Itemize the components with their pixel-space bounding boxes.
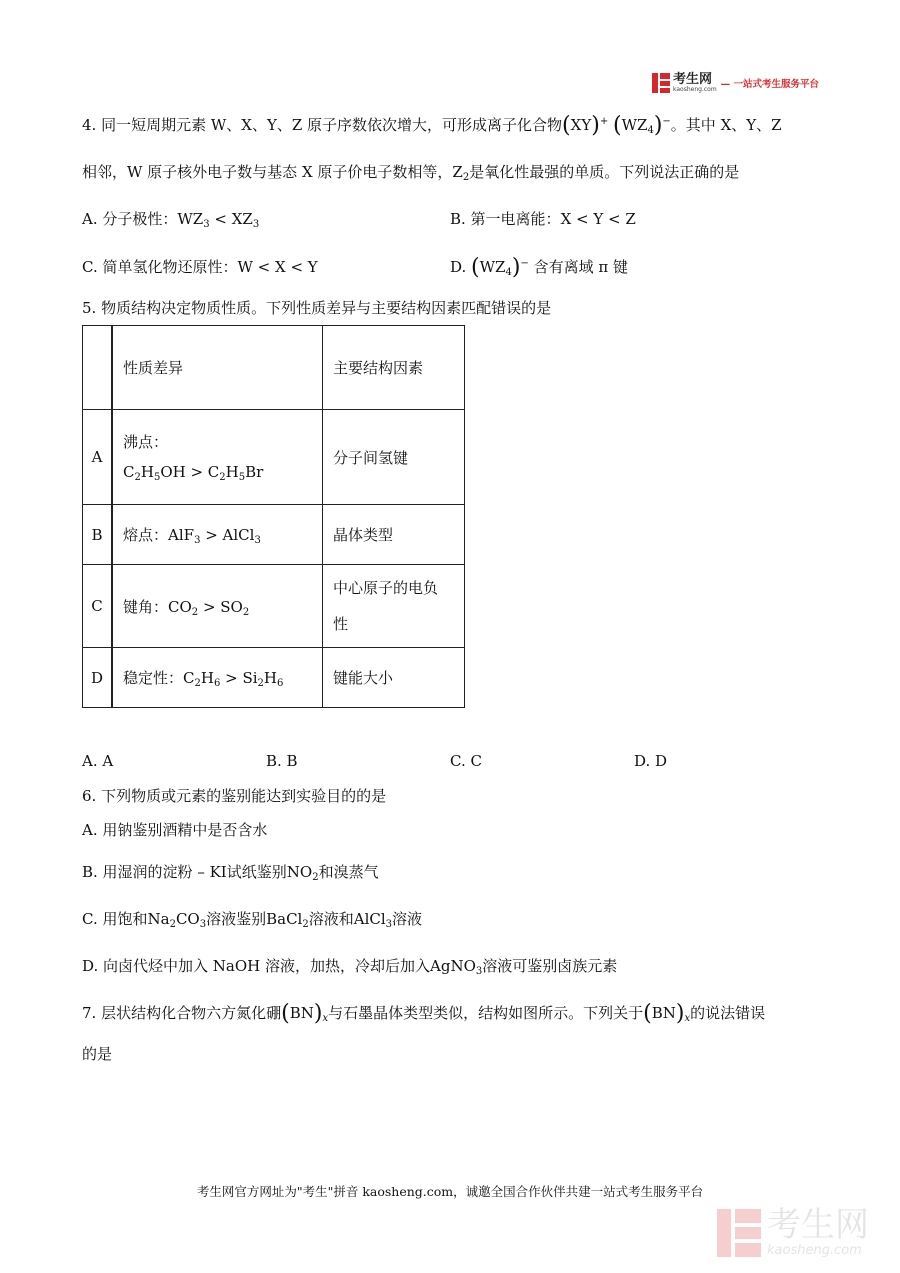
table-header-factor: 主要结构因素	[323, 326, 465, 410]
q7-stem-line1: 7. 层状结构化合物六方氮化硼$(BN)_x$与石墨晶体类型类似，结构如图所示。下列关于$(BN)_x$的说法错误	[82, 1001, 766, 1026]
q6-stem: 6. 下列物质或元素的鉴别能达到实验目的的是	[82, 787, 387, 805]
q5-answer-c: C. C	[450, 752, 482, 770]
table-row	[83, 326, 465, 410]
q4-option-d: D. $(WZ_4)^-$ 含有离域 π 键	[450, 255, 629, 280]
table-row	[83, 410, 465, 505]
watermark-domain: kaosheng.com	[767, 1243, 862, 1258]
header-logo	[652, 71, 819, 95]
q4-option-b: B. 第一电离能：X < Y < Z	[450, 210, 636, 228]
table-header-prop: 性质差异	[112, 326, 323, 410]
q6-option-b: B. 用湿润的淀粉 – KI试纸鉴别$NO_2$和溴蒸气	[82, 863, 379, 883]
watermark-logo	[717, 1205, 869, 1258]
watermark-name: 考生网	[767, 1205, 869, 1245]
row-a-factor: 分子间氢键	[323, 410, 465, 505]
table-row	[83, 505, 465, 565]
q5-table	[82, 325, 465, 708]
row-label-b: B	[83, 505, 113, 565]
q6-option-c: C. 用饱和$Na_2CO_3$溶液鉴别BaCl$_2$溶液和AlCl$_3$溶液	[82, 910, 423, 930]
table-row	[83, 565, 465, 648]
q5-answer-b: B. B	[266, 752, 298, 770]
row-c-prop: 键角：$CO_2 > SO_2$	[112, 565, 323, 648]
q7-stem-line2: 的是	[82, 1045, 113, 1063]
q6-option-d: D. 向卤代烃中加入 NaOH 溶液，加热，冷却后加入AgNO$_3$溶液可鉴别卤族元素	[82, 957, 618, 977]
table-row	[83, 648, 465, 708]
logo-mark-icon	[652, 73, 670, 93]
row-d-factor: 键能大小	[323, 648, 465, 708]
row-label-c: C	[83, 565, 113, 648]
q5-answer-d: D. D	[634, 752, 668, 770]
row-d-prop: 稳定性：$C_2H_6 > Si_2H_6$	[112, 648, 323, 708]
table-cell-corner	[83, 326, 113, 410]
row-b-prop: 熔点：AlF$_3$ > AlCl$_3$	[112, 505, 323, 565]
logo-slogan: — 一站式考生服务平台	[720, 79, 819, 90]
page-footer: 考生网官方网址为"考生"拼音 kaosheng.com，诚邀全国合作伙伴共建一站式考生服务平台	[196, 1184, 704, 1199]
row-label-d: D	[83, 648, 113, 708]
row-b-factor: 晶体类型	[323, 505, 465, 565]
q4-stem-line2: 相邻，W 原子核外电子数与基态 X 原子价电子数相等，$Z_2$是氧化性最强的单质。下列说法正确的是	[82, 163, 740, 183]
q4-stem-line1: 4. 同一短周期元素 W、X、Y、Z 原子序数依次增大，可形成离子化合物(XY)+ $(WZ_4)^-$。其中 X、Y、Z	[82, 113, 782, 138]
row-c-factor: 中心原子的电负 性	[323, 565, 465, 648]
q5-answer-a: A. A	[82, 752, 114, 770]
row-label-a: A	[83, 410, 113, 505]
q4-option-a: A. 分子极性：$WZ_3 < XZ_3$	[82, 210, 260, 230]
q4-option-c: C. 简单氢化物还原性：W < X < Y	[82, 258, 318, 276]
watermark-mark-icon	[717, 1209, 761, 1257]
q5-stem: 5. 物质结构决定物质性质。下列性质差异与主要结构因素匹配错误的是	[82, 299, 552, 317]
logo-name: 考生网	[673, 72, 713, 87]
q6-option-a: A. 用钠鉴别酒精中是否含水	[82, 821, 268, 839]
logo-domain: kaosheng.com	[673, 86, 717, 93]
row-a-prop: 沸点： $C_2H_5OH > C_2H_5Br$	[112, 410, 323, 505]
